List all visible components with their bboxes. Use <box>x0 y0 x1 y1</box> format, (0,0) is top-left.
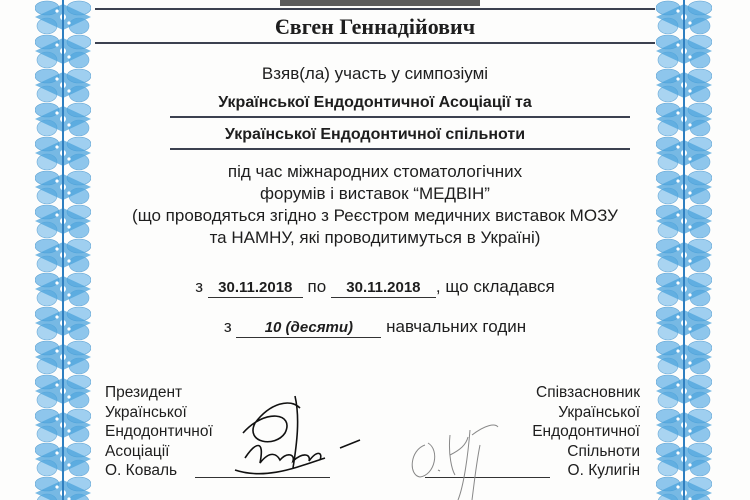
surname-underline <box>95 8 655 10</box>
org1-underline <box>170 116 630 118</box>
signatory-president <box>105 383 213 481</box>
event-line-2: форумів і виставок “МЕДВІН” <box>260 184 490 203</box>
signatory-title: Президент <box>105 384 183 401</box>
event-line-3: (що проводяться згідно з Реєстром медичних виставок МОЗУ <box>132 206 618 225</box>
left-decorative-border <box>35 0 91 500</box>
hours-suffix: навчальних годин <box>386 317 527 336</box>
signatory-name: О. Кулигін <box>567 462 640 479</box>
organization-1: Української Ендодонтичної Асоціації та <box>218 94 532 111</box>
from-date: 30.11.2018 <box>208 279 303 298</box>
signatory-line: Української <box>558 403 640 421</box>
to-label: по <box>307 277 327 296</box>
dates-suffix: , що складався <box>435 277 555 296</box>
participated-text: Взяв(ла) участь у симпозіумі <box>261 64 489 83</box>
signatory-cofounder <box>532 383 640 481</box>
hours-prefix: з <box>223 317 232 336</box>
right-decorative-border <box>656 0 712 500</box>
signatory-line: Ендодонтичної <box>105 423 213 440</box>
signature-kulygin <box>400 415 520 500</box>
signatory-title: Співзасновник <box>536 384 640 401</box>
hours-line <box>95 317 655 338</box>
dates-line <box>95 277 655 298</box>
recipient-name: Євген Геннадійович <box>274 14 476 39</box>
organization-2: Української Ендодонтичної спільноти <box>224 126 526 143</box>
signatory-line: Асоціації <box>105 442 170 460</box>
from-label: з <box>195 277 204 296</box>
org2-underline <box>170 148 630 150</box>
signatory-line: Української <box>105 403 187 421</box>
event-line-4: та НАМНУ, які проводитимуться в Україні) <box>209 228 541 247</box>
name-underline <box>95 42 655 44</box>
signature-koval <box>225 388 365 483</box>
signatory-line: Спільноти <box>567 442 640 460</box>
signatory-line: Ендодонтичної <box>532 423 640 440</box>
signatory-name: О. Коваль <box>105 462 178 479</box>
surname-cropped <box>280 0 480 6</box>
to-date: 30.11.2018 <box>331 279 436 298</box>
event-line-1: під час міжнародних стоматологічних <box>227 162 523 181</box>
hours-value: 10 (десяти) <box>236 319 381 338</box>
